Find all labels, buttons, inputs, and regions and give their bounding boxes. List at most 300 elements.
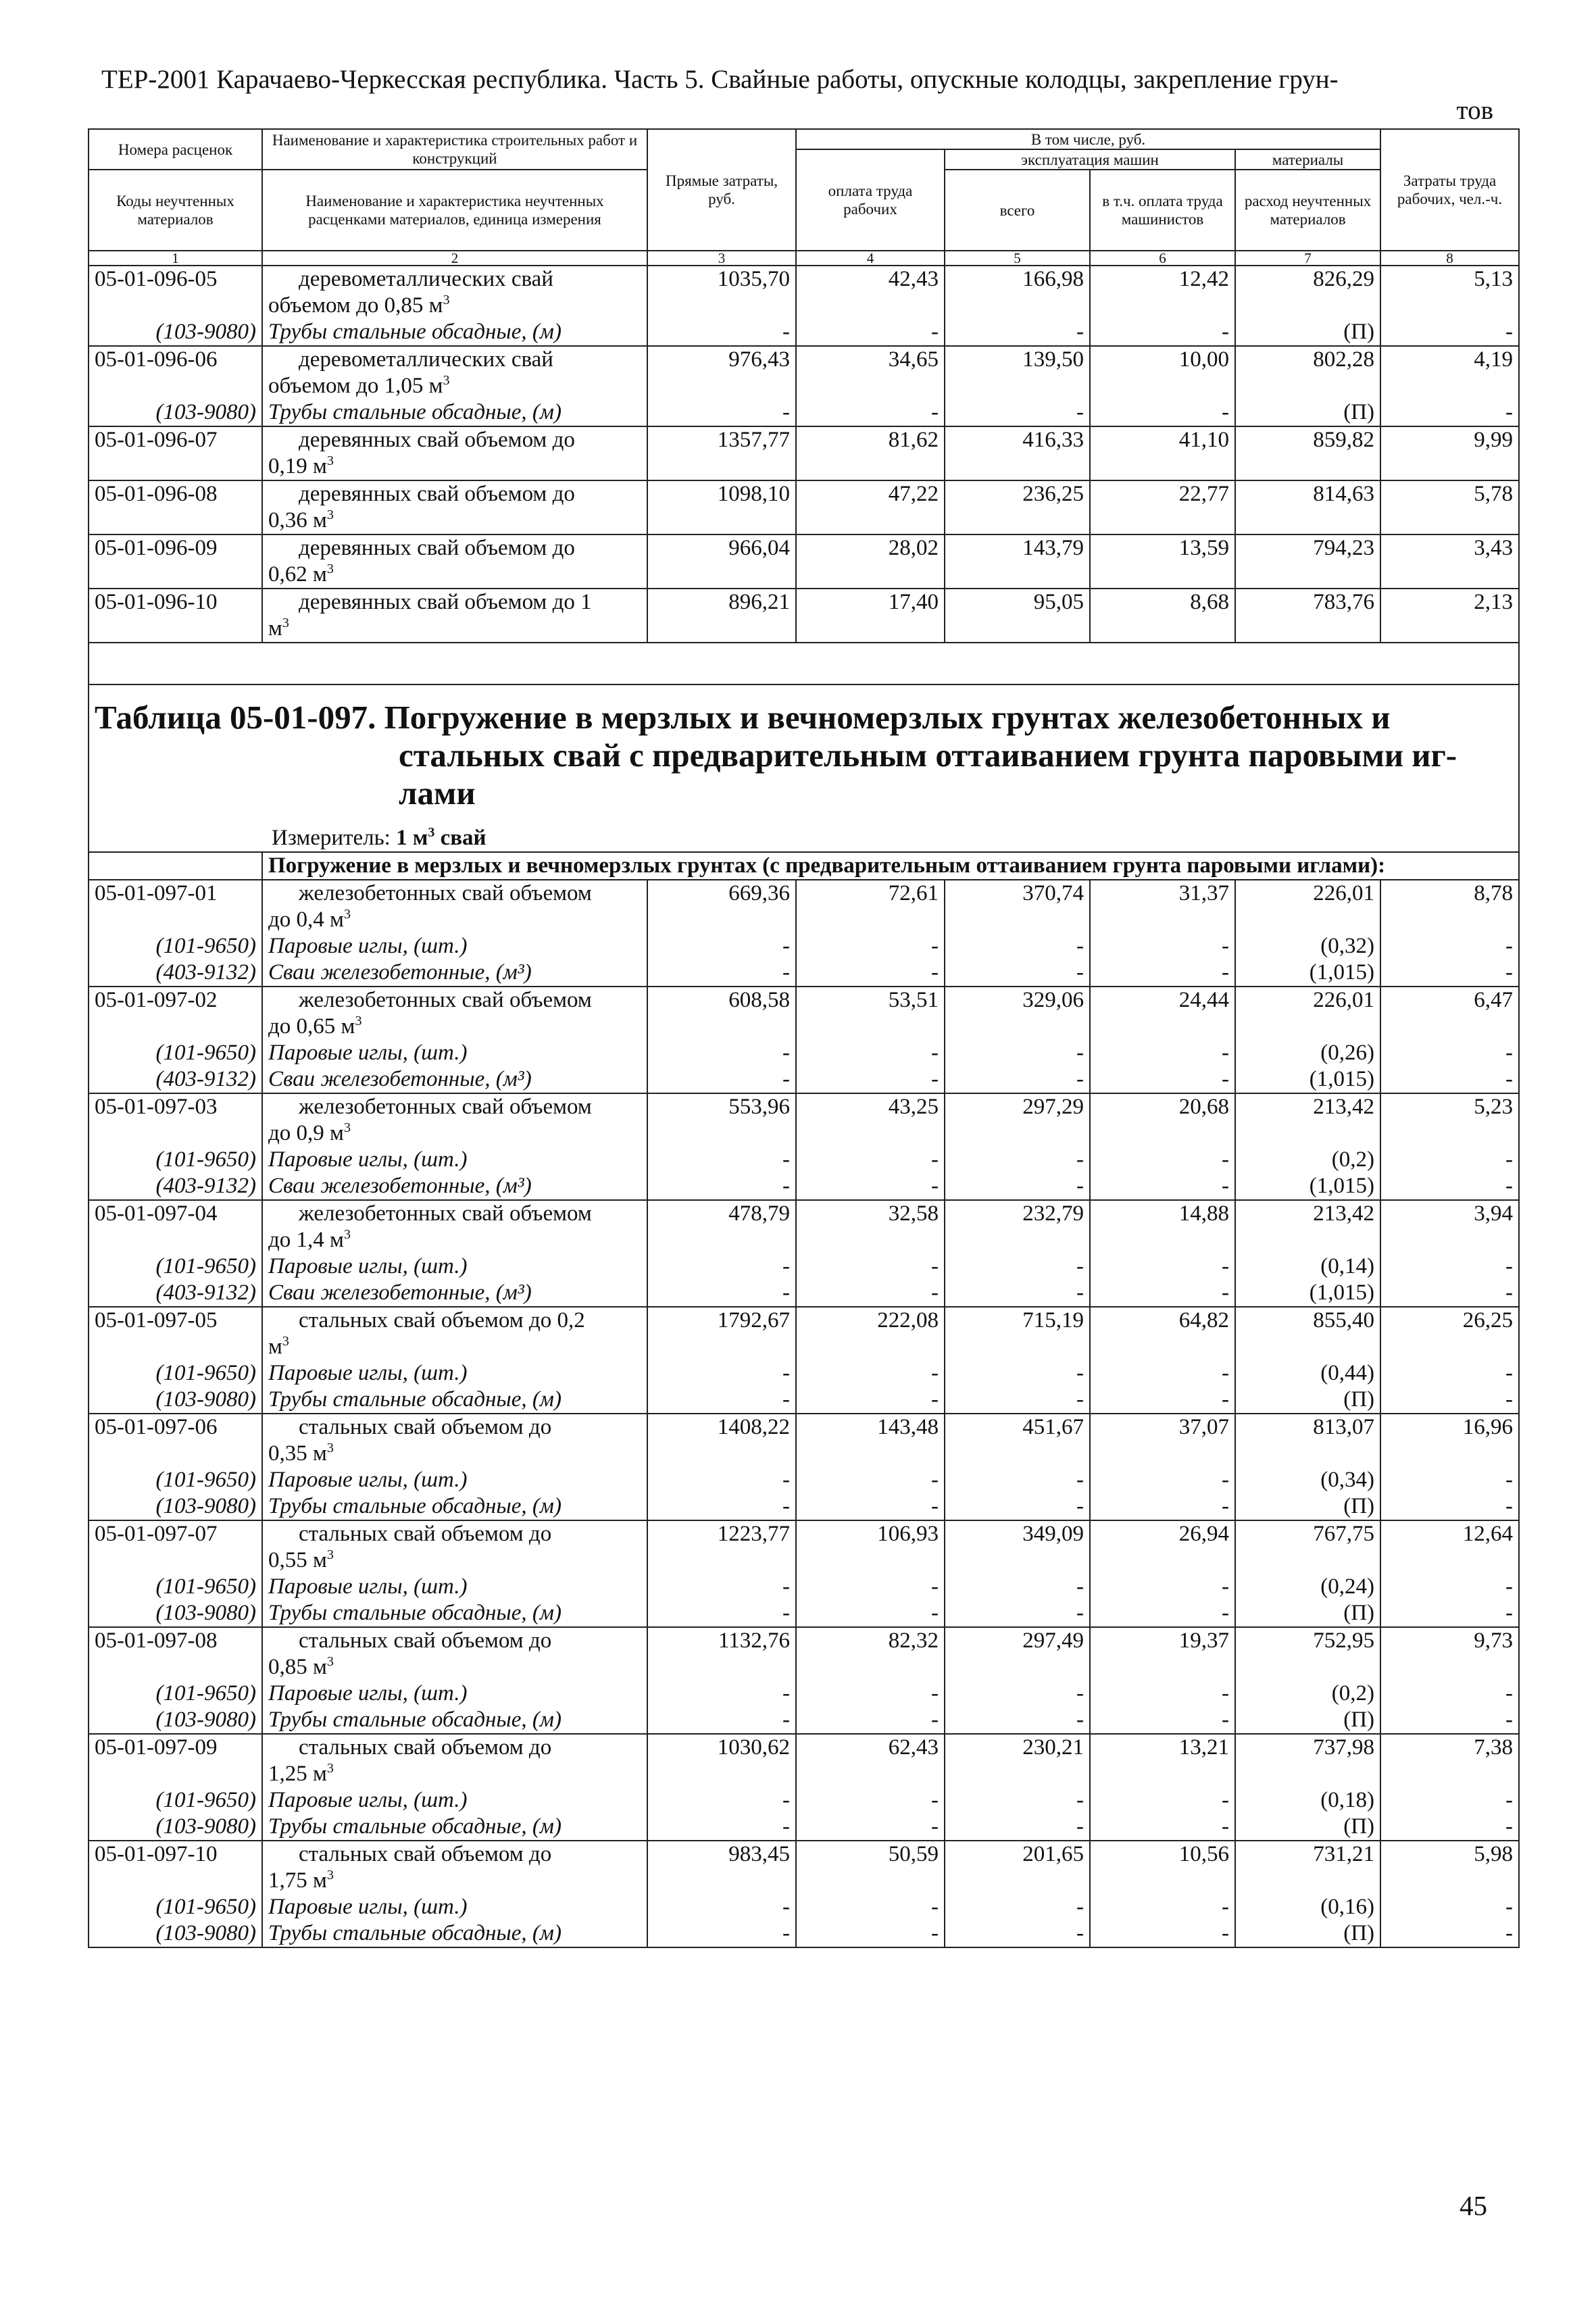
material-value: - [796,1280,945,1307]
material-value: - [1090,1173,1235,1200]
rate-name-sup: 3 [355,1014,362,1028]
rate-value: 8,68 [1090,589,1235,643]
rate-value: 370,74 [945,880,1090,933]
material-value: - [647,1253,796,1280]
rate-name-a: стальных свай объемом до [299,1628,552,1653]
rate-value: 329,06 [945,987,1090,1040]
colnum-8: 8 [1380,251,1519,266]
material-value: - [945,1787,1090,1814]
material-row [89,1280,1519,1307]
material-value: (0,16) [1235,1894,1380,1920]
table-row [89,426,1519,480]
material-code: (101-9650) [89,1681,262,1707]
table-title [89,684,1519,852]
rate-value: 226,01 [1235,880,1380,933]
material-value: - [796,1493,945,1520]
material-value: - [1380,1173,1519,1200]
material-value: - [945,1066,1090,1093]
material-value: (П) [1235,1920,1380,1947]
page-number: 45 [1460,2190,1487,2221]
rate-name-a: деревянных свай объемом до [299,536,575,560]
rate-value: 859,82 [1235,426,1380,480]
rate-name-a: железобетонных свай объемом [299,881,592,905]
material-code: (101-9650) [89,1253,262,1280]
material-value: - [945,1707,1090,1734]
table-row [89,880,1519,933]
rate-value: 213,42 [1235,1200,1380,1253]
material-name: Сваи железобетонные, (м³) [262,1280,647,1307]
rate-value: 5,23 [1380,1093,1519,1147]
material-value: - [796,1920,945,1947]
rate-value: 16,96 [1380,1414,1519,1467]
rate-value: 983,45 [647,1841,796,1894]
rate-value: 26,94 [1090,1520,1235,1574]
rate-value: 232,79 [945,1200,1090,1253]
rate-value: 13,59 [1090,534,1235,589]
rate-value: 34,65 [796,346,945,399]
rate-code: 05-01-097-01 [89,880,262,933]
material-value: - [945,1040,1090,1066]
material-name: Трубы стальные обсадные, (м) [262,319,647,346]
rates-table [88,128,1520,1948]
table-row [89,1200,1519,1253]
rate-value: 13,21 [1090,1734,1235,1787]
rate-value: 6,47 [1380,987,1519,1040]
table-row [89,480,1519,534]
material-value: - [796,1707,945,1734]
rate-code: 05-01-096-09 [89,534,262,589]
material-value: (0,44) [1235,1360,1380,1387]
material-value: (0,26) [1235,1040,1380,1066]
material-name: Паровые иглы, (шт.) [262,1894,647,1920]
rate-name-b: 1,25 м [268,1762,327,1786]
rate-value: 767,75 [1235,1520,1380,1574]
rate-value: 201,65 [945,1841,1090,1894]
rate-value: 31,37 [1090,880,1235,933]
rate-name-b: объемом до 0,85 м [268,293,443,318]
material-name: Трубы стальные обсадные, (м) [262,1707,647,1734]
labor-pay-header: оплата труда рабочих [796,149,945,251]
material-value: - [796,1147,945,1173]
material-value: (1,015) [1235,1173,1380,1200]
material-value: - [647,1787,796,1814]
rate-name-b: до 0,65 м [268,1014,355,1039]
rate-value: 5,78 [1380,480,1519,534]
material-code: (103-9080) [89,1387,262,1414]
material-value: - [647,1280,796,1307]
material-value: (П) [1235,1493,1380,1520]
material-value: - [647,1574,796,1600]
material-row [89,960,1519,987]
table-row [89,1841,1519,1894]
material-code: (103-9080) [89,1707,262,1734]
material-row [89,1066,1519,1093]
material-value: - [945,1493,1090,1520]
rate-value: 19,37 [1090,1627,1235,1681]
rate-name-b: до 1,4 м [268,1228,344,1252]
measure-sup: 3 [428,825,435,840]
rate-value: 143,48 [796,1414,945,1467]
rate-name-b: 0,62 м [268,562,327,587]
rate-value: 81,62 [796,426,945,480]
material-value: (1,015) [1235,960,1380,987]
material-value: - [1090,1574,1235,1600]
rate-name-b: 1,75 м [268,1868,327,1893]
material-code: (101-9650) [89,1787,262,1814]
material-name: Паровые иглы, (шт.) [262,1253,647,1280]
rate-name-sup: 3 [343,1227,351,1242]
material-code: (101-9650) [89,1040,262,1066]
rate-name [262,987,647,1040]
material-name: Паровые иглы, (шт.) [262,933,647,960]
material-value: - [1380,1467,1519,1493]
material-value: - [796,1814,945,1841]
table-title-line-3: лами [399,774,476,812]
rate-name [262,426,647,480]
material-value: - [1380,399,1519,426]
rate-value: 28,02 [796,534,945,589]
rate-name-a: деревянных свай объемом до 1 [299,590,592,614]
material-row [89,1387,1519,1414]
material-value: - [945,1920,1090,1947]
rate-value: 297,49 [945,1627,1090,1681]
rate-name [262,880,647,933]
rate-value: 1098,10 [647,480,796,534]
material-value: - [1380,1253,1519,1280]
material-value: - [945,1814,1090,1841]
rate-value: 297,29 [945,1093,1090,1147]
material-code: (403-9132) [89,960,262,987]
material-value: - [1090,1467,1235,1493]
rate-value: 62,43 [796,1734,945,1787]
material-name: Паровые иглы, (шт.) [262,1574,647,1600]
rate-value: 1357,77 [647,426,796,480]
rate-code: 05-01-097-02 [89,987,262,1040]
material-value: - [1380,1787,1519,1814]
table-row [89,987,1519,1040]
material-value: - [945,1173,1090,1200]
material-row [89,1467,1519,1493]
rate-name-sup: 3 [326,1868,334,1883]
material-value: - [1090,1387,1235,1414]
material-name: Трубы стальные обсадные, (м) [262,1814,647,1841]
material-value: - [1380,1600,1519,1627]
material-value: - [796,319,945,346]
rate-name-sup: 3 [326,1761,334,1776]
rate-value: 896,21 [647,589,796,643]
material-value: - [1090,1894,1235,1920]
material-value: - [1380,1147,1519,1173]
material-value: - [647,1894,796,1920]
measure-label: Измеритель: [272,826,391,850]
rate-code: 05-01-097-10 [89,1841,262,1894]
material-value: - [796,1040,945,1066]
col2-top-header: Наименование и характеристика строительных работ и конструкций [262,129,647,170]
rate-value: 26,25 [1380,1307,1519,1360]
material-code: (103-9080) [89,1920,262,1947]
material-row [89,1600,1519,1627]
colnum-1: 1 [89,251,262,266]
material-value: - [1090,399,1235,426]
rate-name [262,266,647,319]
material-value: - [1380,1707,1519,1734]
material-value: (0,18) [1235,1787,1380,1814]
colnum-7: 7 [1235,251,1380,266]
colnum-4: 4 [796,251,945,266]
material-value: - [647,1387,796,1414]
col2-bottom-header: Наименование и характеристика неучтенных расценками материалов, единица измерения [262,170,647,251]
rate-value: 82,32 [796,1627,945,1681]
material-row [89,1040,1519,1066]
rate-value: 715,19 [945,1307,1090,1360]
material-value: - [647,1493,796,1520]
material-value: - [647,1707,796,1734]
rate-name [262,1093,647,1147]
material-value: - [1090,1360,1235,1387]
rate-name-b: м [268,616,282,641]
section-code-cell [89,852,262,880]
rate-value: 95,05 [945,589,1090,643]
material-value: - [647,399,796,426]
table-title-line-2: стальных свай с предварительным оттаиванием грунта паровыми иг- [399,737,1457,774]
rate-value: 230,21 [945,1734,1090,1787]
material-row [89,933,1519,960]
material-value: - [1090,1280,1235,1307]
rate-value: 166,98 [945,266,1090,319]
rate-value: 43,25 [796,1093,945,1147]
material-value: (П) [1235,1707,1380,1734]
colnum-5: 5 [945,251,1090,266]
rate-name-a: стальных свай объемом до 0,2 [299,1308,585,1333]
rate-value: 1132,76 [647,1627,796,1681]
rate-name-sup: 3 [326,1654,334,1669]
material-value: - [796,1681,945,1707]
material-value: - [945,933,1090,960]
material-value: - [1090,319,1235,346]
rate-code: 05-01-097-05 [89,1307,262,1360]
material-code: (101-9650) [89,933,262,960]
rate-value: 783,76 [1235,589,1380,643]
rate-name-a: деревометаллических свай [299,267,553,291]
rate-name-sup: 3 [326,1441,334,1455]
material-value: - [1090,1787,1235,1814]
rate-name-sup: 3 [326,507,334,522]
rate-name-a: железобетонных свай объемом [299,988,592,1012]
material-code: (101-9650) [89,1360,262,1387]
material-row [89,1147,1519,1173]
rate-name [262,534,647,589]
table-row [89,1520,1519,1574]
table-row [89,1414,1519,1467]
material-value: - [945,1147,1090,1173]
rate-value: 478,79 [647,1200,796,1253]
material-value: (П) [1235,1814,1380,1841]
rate-name-b: 0,19 м [268,454,327,478]
rate-value: 10,00 [1090,346,1235,399]
material-value: - [945,1681,1090,1707]
material-value: - [647,960,796,987]
rate-value: 349,09 [945,1520,1090,1574]
rate-name-a: стальных свай объемом до [299,1415,552,1439]
rate-name-sup: 3 [282,1334,289,1349]
table-title-line-1: Таблица 05-01-097. Погружение в мерзлых и вечномерзлых грунтах железобетонных и [95,699,1391,736]
material-value: - [796,1467,945,1493]
material-name: Сваи железобетонные, (м³) [262,1173,647,1200]
rate-value: 966,04 [647,534,796,589]
rate-name-b: 0,85 м [268,1655,327,1679]
rate-value: 12,42 [1090,266,1235,319]
material-row [89,1173,1519,1200]
machines-total-header: всего [945,170,1090,251]
material-code: (101-9650) [89,1147,262,1173]
column-numbers-row [89,251,1519,266]
rate-value: 451,67 [945,1414,1090,1467]
material-value: - [647,1147,796,1173]
rate-value: 976,43 [647,346,796,399]
rate-value: 47,22 [796,480,945,534]
rate-value: 752,95 [1235,1627,1380,1681]
material-value: - [945,1467,1090,1493]
direct-cost-header: Прямые затраты, руб. [647,129,796,251]
material-row [89,1920,1519,1947]
rate-value: 37,07 [1090,1414,1235,1467]
material-value: - [647,1600,796,1627]
material-value: - [796,1600,945,1627]
rate-value: 802,28 [1235,346,1380,399]
rate-name [262,1734,647,1787]
rate-value: 826,29 [1235,266,1380,319]
rate-code: 05-01-097-04 [89,1200,262,1253]
rate-value: 53,51 [796,987,945,1040]
rate-value: 14,88 [1090,1200,1235,1253]
rate-value: 8,78 [1380,880,1519,933]
material-code: (101-9650) [89,1894,262,1920]
material-value: - [796,960,945,987]
material-value: - [1090,1253,1235,1280]
section-title: Погружение в мерзлых и вечномерзлых грунтах (с предварительным оттаиванием грунта паровыми иглами): [262,852,1519,880]
material-value: - [647,1814,796,1841]
material-value: (0,32) [1235,933,1380,960]
material-value: - [647,1920,796,1947]
material-row [89,1681,1519,1707]
table-title-block [89,643,1519,880]
material-row [89,1574,1519,1600]
material-value: - [1090,1040,1235,1066]
rate-name-sup: 3 [326,453,334,468]
material-value: - [796,1253,945,1280]
rate-value: 794,23 [1235,534,1380,589]
material-value: - [796,1066,945,1093]
page-header [101,64,1493,126]
rate-value: 813,07 [1235,1414,1380,1467]
rate-value: 12,64 [1380,1520,1519,1574]
material-value: - [1380,1040,1519,1066]
material-code: (403-9132) [89,1173,262,1200]
material-value: - [945,399,1090,426]
colnum-2: 2 [262,251,647,266]
rate-name [262,480,647,534]
material-value: (П) [1235,319,1380,346]
material-value: (0,24) [1235,1574,1380,1600]
machines-header: эксплуатация машин [945,149,1235,170]
rate-name-sup: 3 [343,1120,351,1135]
material-row [89,1814,1519,1841]
material-row [89,1707,1519,1734]
material-value: - [1090,1147,1235,1173]
material-code: (101-9650) [89,1467,262,1493]
material-name: Трубы стальные обсадные, (м) [262,1493,647,1520]
rate-name-sup: 3 [443,293,450,307]
material-value: - [796,933,945,960]
table-body-096 [89,266,1519,643]
rate-value: 72,61 [796,880,945,933]
material-value: - [1090,933,1235,960]
rate-name-a: железобетонных свай объемом [299,1095,592,1119]
rate-value: 3,94 [1380,1200,1519,1253]
rate-value: 1223,77 [647,1520,796,1574]
material-value: (1,015) [1235,1280,1380,1307]
rate-code: 05-01-096-05 [89,266,262,319]
rate-value: 5,98 [1380,1841,1519,1894]
rate-value: 143,79 [945,534,1090,589]
rate-value: 3,43 [1380,534,1519,589]
material-row [89,1787,1519,1814]
material-value: - [1380,1360,1519,1387]
rate-value: 1030,62 [647,1734,796,1787]
rate-name-a: стальных свай объемом до [299,1522,552,1546]
rate-value: 22,77 [1090,480,1235,534]
rate-value: 1035,70 [647,266,796,319]
rate-name-a: стальных свай объемом до [299,1842,552,1866]
material-name: Трубы стальные обсадные, (м) [262,1387,647,1414]
material-value: - [1380,933,1519,960]
colnum-6: 6 [1090,251,1235,266]
rate-value: 64,82 [1090,1307,1235,1360]
measure-value: 1 м [396,826,428,850]
rate-name-sup: 3 [282,616,289,630]
rate-name-b: 0,36 м [268,508,327,532]
material-value: - [796,1173,945,1200]
material-value: - [1380,1574,1519,1600]
material-code: (103-9080) [89,1600,262,1627]
rate-value: 236,25 [945,480,1090,534]
material-value: - [1090,1681,1235,1707]
material-value: - [796,1894,945,1920]
rate-code: 05-01-097-03 [89,1093,262,1147]
rate-name [262,1841,647,1894]
rate-value: 416,33 [945,426,1090,480]
rate-name-sup: 3 [443,373,450,388]
material-value: - [1090,960,1235,987]
material-name: Паровые иглы, (шт.) [262,1787,647,1814]
labor-hours-header: Затраты труда рабочих, чел.-ч. [1380,129,1519,251]
rate-value: 855,40 [1235,1307,1380,1360]
material-code: (403-9132) [89,1066,262,1093]
rate-name-b: 0,35 м [268,1441,327,1466]
rate-name [262,346,647,399]
rate-code: 05-01-096-08 [89,480,262,534]
material-code: (101-9650) [89,1574,262,1600]
table-row [89,1093,1519,1147]
table-row [89,534,1519,589]
rate-value: 222,08 [796,1307,945,1360]
material-value: - [945,319,1090,346]
material-code: (103-9080) [89,1493,262,1520]
table-row [89,266,1519,319]
material-value: (0,34) [1235,1467,1380,1493]
rate-value: 139,50 [945,346,1090,399]
rate-name [262,1200,647,1253]
